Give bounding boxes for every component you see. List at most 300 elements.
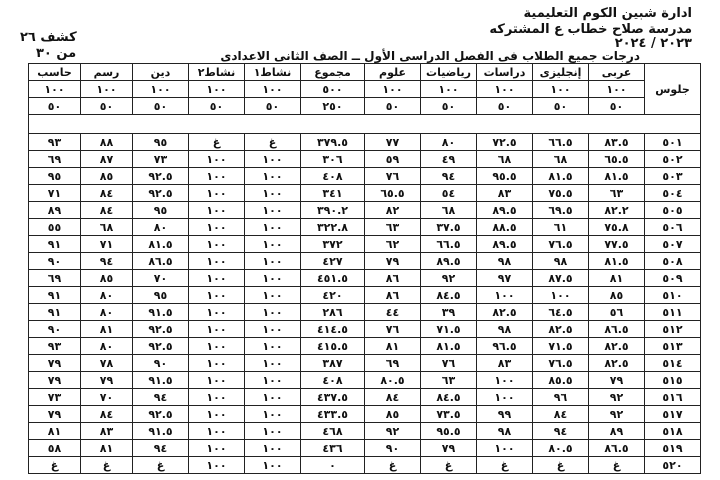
mark-cell: ٥٦ [589,304,645,321]
mark-cell: ٦٨ [421,202,477,219]
mark-cell: ٣٧٩.٥ [301,134,365,151]
mark-cell: ٩٥.٥ [421,423,477,440]
subject-header: حاسب [29,64,81,81]
subject-header: علوم [365,64,421,81]
mark-cell: ٩٤ [81,253,133,270]
mark-cell: غ [589,457,645,474]
spacer-cell [245,115,301,134]
mark-cell: ٨٢.٥ [477,304,533,321]
mark-cell: ٦٤.٥ [533,304,589,321]
min-mark: ٥٠ [533,98,589,115]
mark-cell: ٧٥.٥ [533,185,589,202]
mark-cell: ٩٢.٥ [133,406,189,423]
mark-cell: غ [533,457,589,474]
min-mark: ٥٠ [589,98,645,115]
mark-cell: ٤٣٣.٥ [301,406,365,423]
mark-cell: ١٠٠ [189,202,245,219]
seat-header: جلوس [645,64,701,115]
seat-number: ٥٢٠ [645,457,701,474]
mark-cell: ١٠٠ [533,287,589,304]
mark-cell: ٦٦.٥ [533,134,589,151]
mark-cell: ٩٦.٥ [477,338,533,355]
mark-cell: ٨٣ [81,423,133,440]
sheet-title: درجات جميع الطلاب فى الفصل الدراسى الأول ــ الصف الثانى الاعدادى [220,49,640,63]
mark-cell: ٥٥ [29,219,81,236]
mark-cell: ٩٢ [421,270,477,287]
mark-cell: ١٠٠ [245,406,301,423]
mark-cell: ٩٩ [477,406,533,423]
mark-cell: غ [81,457,133,474]
min-mark: ٥٠ [365,98,421,115]
spacer-cell [189,115,245,134]
mark-cell: ١٠٠ [189,406,245,423]
mark-cell: ١٠٠ [245,355,301,372]
mark-cell: ٨٥.٥ [533,372,589,389]
subject-header: دين [133,64,189,81]
mark-cell: ٨٢.٥ [589,338,645,355]
mark-cell: ٧٣ [133,151,189,168]
seat-number: ٥٠٣ [645,168,701,185]
mark-cell: ١٠٠ [245,253,301,270]
mark-cell: ٦٥.٥ [365,185,421,202]
mark-cell: ٨٢.٥ [589,355,645,372]
mark-cell: ١٠٠ [189,355,245,372]
mark-cell: ٩٢ [365,423,421,440]
mark-cell: ٨٣.٥ [589,134,645,151]
mark-cell: ١٠٠ [245,151,301,168]
seat-number: ٥٠٩ [645,270,701,287]
mark-cell: ٨٨ [81,134,133,151]
seat-number: ٥١٢ [645,321,701,338]
mark-cell: ٨٥ [589,287,645,304]
subject-header: رسم [81,64,133,81]
seat-number: ٥٠٢ [645,151,701,168]
mark-cell: ٩٥.٥ [477,168,533,185]
mark-cell: ٨٠ [421,134,477,151]
sheet-total: من ٣٠ [36,46,77,61]
mark-cell: ٨٥ [81,168,133,185]
mark-cell: ١٠٠ [245,338,301,355]
mark-cell: ٧٧ [365,134,421,151]
mark-cell: ٠ [301,457,365,474]
mark-cell: ١٠٠ [245,423,301,440]
school-name: مدرسة صلاح خطاب ع المشتركه [489,22,692,37]
mark-cell: ٨٠ [81,287,133,304]
mark-cell: ٧١.٥ [533,338,589,355]
mark-cell: ١٠٠ [245,236,301,253]
mark-cell: ١٠٠ [189,457,245,474]
mark-cell: ٨٩ [589,423,645,440]
table-row [29,253,701,270]
table-row [29,389,701,406]
min-mark: ٥٠ [421,98,477,115]
mark-cell: ٩٥ [29,168,81,185]
mark-cell: ٩٢.٥ [133,168,189,185]
mark-cell: ٩٥ [133,134,189,151]
mark-cell: ٩١ [29,304,81,321]
mark-cell: ٨٢.٢ [589,202,645,219]
mark-cell: ٤٣٧.٥ [301,389,365,406]
mark-cell: ٧١.٥ [421,321,477,338]
mark-cell: ٣٢٢.٨ [301,219,365,236]
mark-cell: ٨٩.٥ [421,253,477,270]
max-mark: ٥٠٠ [301,81,365,98]
mark-cell: ١٠٠ [189,253,245,270]
mark-cell: ٣٠٦ [301,151,365,168]
mark-cell: ٤٥١.٥ [301,270,365,287]
table-row [29,168,701,185]
mark-cell: ٨٣ [477,185,533,202]
mark-cell: ٩٨ [477,253,533,270]
mark-cell: ٧٢.٥ [477,134,533,151]
mark-cell: ١٠٠ [245,304,301,321]
mark-cell: ٦٣ [365,219,421,236]
mark-cell: ٣٨٧ [301,355,365,372]
mark-cell: ١٠٠ [189,372,245,389]
mark-cell: ٤٢٧ [301,253,365,270]
mark-cell: ٨٤ [365,389,421,406]
mark-cell: ٨١ [589,270,645,287]
mark-cell: ١٠٠ [245,168,301,185]
mark-cell: ٥٩ [365,151,421,168]
mark-cell: ٣٤١ [301,185,365,202]
mark-cell: ٨١ [81,321,133,338]
mark-cell: ١٠٠ [189,321,245,338]
max-mark: ١٠٠ [189,81,245,98]
table-row [29,185,701,202]
mark-cell: ٨٧.٥ [533,270,589,287]
mark-cell: ٧٩ [81,372,133,389]
mark-cell: ٧١ [29,185,81,202]
spacer-cell [533,115,589,134]
mark-cell: ٩٢.٥ [133,338,189,355]
max-mark: ١٠٠ [421,81,477,98]
mark-cell: ١٠٠ [189,219,245,236]
mark-cell: غ [29,457,81,474]
mark-cell: ٩٠ [133,355,189,372]
mark-cell: ٤٩ [421,151,477,168]
mark-cell: ٨٦.٥ [589,321,645,338]
mark-cell: ١٠٠ [245,389,301,406]
mark-cell: ١٠٠ [189,236,245,253]
table-row [29,321,701,338]
mark-cell: ١٠٠ [245,202,301,219]
table-row [29,457,701,474]
mark-cell: ١٠٠ [477,440,533,457]
spacer-row [29,115,701,134]
spacer-cell [365,115,421,134]
mark-cell: ٩٢.٥ [133,185,189,202]
sheet-number: كشف ٢٦ [20,30,77,45]
max-mark: ١٠٠ [589,81,645,98]
mark-cell: ٧٣ [29,389,81,406]
mark-cell: غ [365,457,421,474]
min-mark: ٥٠ [245,98,301,115]
mark-cell: ٩٨ [477,321,533,338]
mark-cell: ١٠٠ [477,287,533,304]
mark-cell: ٩٤ [533,423,589,440]
mark-cell: ١٠٠ [189,270,245,287]
mark-cell: ٩٠ [365,440,421,457]
mark-cell: غ [133,457,189,474]
max-mark: ١٠٠ [245,81,301,98]
seat-number: ٥١٦ [645,389,701,406]
table-row [29,134,701,151]
directorate-name: ادارة شبين الكوم التعليمية [523,6,692,21]
mark-cell: ٩٢ [589,389,645,406]
table-row [29,355,701,372]
seat-number: ٥١٩ [645,440,701,457]
min-mark: ٥٠ [133,98,189,115]
seat-number: ٥٠٦ [645,219,701,236]
seat-number: ٥١٧ [645,406,701,423]
table-row [29,304,701,321]
mark-cell: ٨٥ [81,270,133,287]
seat-number: ٥٠١ [645,134,701,151]
mark-cell: ٤٠٨ [301,372,365,389]
mark-cell: ٥٨ [29,440,81,457]
mark-cell: ٤٢٠ [301,287,365,304]
max-marks-row [29,81,701,98]
seat-number: ٥٠٤ [645,185,701,202]
mark-cell: ٩٨ [533,253,589,270]
mark-cell: ٩٣ [29,134,81,151]
mark-cell: ٩٨ [477,423,533,440]
mark-cell: ٧٩ [29,355,81,372]
max-mark: ١٠٠ [133,81,189,98]
mark-cell: ٩٠ [29,321,81,338]
table-row [29,440,701,457]
mark-cell: ١٠٠ [477,389,533,406]
mark-cell: ٨٩ [29,202,81,219]
mark-cell: ٧٠ [81,389,133,406]
table-row [29,423,701,440]
mark-cell: ٤٣٦ [301,440,365,457]
mark-cell: ٣٧٢ [301,236,365,253]
table-row [29,202,701,219]
mark-cell: ٩٦ [533,389,589,406]
max-mark: ١٠٠ [29,81,81,98]
table-row [29,338,701,355]
subject-header: إنجليزى [533,64,589,81]
seat-number: ٥١٤ [645,355,701,372]
mark-cell: ٨٤ [533,406,589,423]
mark-cell: ٧٦ [365,321,421,338]
mark-cell: ١٠٠ [245,270,301,287]
mark-cell: غ [189,134,245,151]
mark-cell: ٤٦٨ [301,423,365,440]
mark-cell: ٨١ [29,423,81,440]
grades-table [28,63,701,474]
mark-cell: ٦٦.٥ [421,236,477,253]
spacer-cell [133,115,189,134]
mark-cell: ٤٠٨ [301,168,365,185]
seat-number: ٥١٥ [645,372,701,389]
mark-cell: ٨١ [365,338,421,355]
mark-cell: ٨٦ [365,270,421,287]
mark-cell: ١٠٠ [245,185,301,202]
mark-cell: ٩٥ [133,202,189,219]
mark-cell: ٨١.٥ [133,236,189,253]
min-mark: ٥٠ [81,98,133,115]
subject-header: دراسات [477,64,533,81]
spacer-cell [421,115,477,134]
mark-cell: ٦٩ [29,151,81,168]
academic-year: ٢٠٢٣ / ٢٠٢٤ [614,36,692,51]
mark-cell: ٨٩.٥ [477,202,533,219]
subject-header: نشاط٢ [189,64,245,81]
mark-cell: ١٠٠ [245,440,301,457]
mark-cell: ٧٩ [29,406,81,423]
subject-header: مجموع [301,64,365,81]
mark-cell: ٧٦.٥ [533,355,589,372]
mark-cell: ٩٥ [133,287,189,304]
mark-cell: ٦٩.٥ [533,202,589,219]
mark-cell: ٨٢ [365,202,421,219]
seat-number: ٥٠٧ [645,236,701,253]
mark-cell: ٨١ [81,440,133,457]
table-row [29,406,701,423]
mark-cell: ٧٩ [421,440,477,457]
mark-cell: غ [477,457,533,474]
mark-cell: ١٠٠ [189,168,245,185]
mark-cell: ٨٠ [133,219,189,236]
mark-cell: غ [421,457,477,474]
mark-cell: ٨٤.٥ [421,389,477,406]
mark-cell: ٦٥.٥ [589,151,645,168]
max-mark: ١٠٠ [81,81,133,98]
mark-cell: ٨١.٥ [589,168,645,185]
mark-cell: ٨٦ [365,287,421,304]
table-row [29,236,701,253]
mark-cell: ٦٩ [365,355,421,372]
mark-cell: ٦٣ [421,372,477,389]
spacer-cell [477,115,533,134]
mark-cell: ٧٦ [421,355,477,372]
mark-cell: ١٠٠ [189,389,245,406]
mark-cell: ١٠٠ [245,219,301,236]
mark-cell: ٣٩ [421,304,477,321]
mark-cell: ٩٧ [477,270,533,287]
seat-number: ٥١٠ [645,287,701,304]
mark-cell: ١٠٠ [189,304,245,321]
spacer-cell [29,115,81,134]
mark-cell: ١٠٠ [245,287,301,304]
mark-cell: ٨٢.٥ [533,321,589,338]
max-mark: ١٠٠ [477,81,533,98]
mark-cell: ٣٧.٥ [421,219,477,236]
mark-cell: ٨٠ [81,304,133,321]
table-row [29,270,701,287]
mark-cell: ٨١.٥ [533,168,589,185]
mark-cell: ٦٩ [29,270,81,287]
mark-cell: ١٠٠ [245,457,301,474]
subject-header: عربى [589,64,645,81]
mark-cell: ٦٨ [533,151,589,168]
mark-cell: ١٠٠ [189,185,245,202]
mark-cell: ٧١ [81,236,133,253]
subject-header-row [29,64,701,81]
max-mark: ١٠٠ [533,81,589,98]
table-row [29,219,701,236]
mark-cell: ٧٦ [365,168,421,185]
mark-cell: ٩٢.٥ [133,321,189,338]
mark-cell: ٨٠ [81,338,133,355]
mark-cell: ٧٧.٥ [589,236,645,253]
mark-cell: ٤١٥.٥ [301,338,365,355]
mark-cell: ٧٨ [81,355,133,372]
mark-cell: ٧٠ [133,270,189,287]
mark-cell: ٨٤ [81,185,133,202]
mark-cell: ٧٦.٥ [533,236,589,253]
mark-cell: ٨٩.٥ [477,236,533,253]
spacer-cell [645,115,701,134]
table-row [29,151,701,168]
mark-cell: ٧٩ [589,372,645,389]
mark-cell: ٢٨٦ [301,304,365,321]
min-mark: ٥٠ [477,98,533,115]
mark-cell: غ [245,134,301,151]
mark-cell: ٦٨ [81,219,133,236]
mark-cell: ٩٢ [589,406,645,423]
mark-cell: ٩١.٥ [133,372,189,389]
mark-cell: ١٠٠ [189,151,245,168]
mark-cell: ٨٤ [81,202,133,219]
table-row [29,372,701,389]
mark-cell: ٦١ [533,219,589,236]
mark-cell: ٧٩ [365,253,421,270]
mark-cell: ١٠٠ [477,372,533,389]
subject-header: نشاط١ [245,64,301,81]
mark-cell: ٤١٤.٥ [301,321,365,338]
mark-cell: ٨١.٥ [421,338,477,355]
mark-cell: ٨٥ [365,406,421,423]
seat-number: ٥١٣ [645,338,701,355]
min-mark: ٥٠ [29,98,81,115]
mark-cell: ٨٠.٥ [365,372,421,389]
seat-number: ٥٠٨ [645,253,701,270]
mark-cell: ٨٨.٥ [477,219,533,236]
mark-cell: ٧٩ [29,372,81,389]
mark-cell: ١٠٠ [189,287,245,304]
mark-cell: ٩٣ [29,338,81,355]
mark-cell: ٩١.٥ [133,423,189,440]
mark-cell: ٨٤.٥ [421,287,477,304]
mark-cell: ٧٥.٨ [589,219,645,236]
spacer-cell [301,115,365,134]
mark-cell: ١٠٠ [189,440,245,457]
mark-cell: ٣٩٠.٢ [301,202,365,219]
mark-cell: ٩٤ [133,389,189,406]
min-mark: ٥٠ [189,98,245,115]
mark-cell: ٩٤ [133,440,189,457]
spacer-cell [81,115,133,134]
mark-cell: ٨٧ [81,151,133,168]
max-mark: ١٠٠ [365,81,421,98]
subject-header: رياضيات [421,64,477,81]
min-marks-row [29,98,701,115]
mark-cell: ١٠٠ [245,321,301,338]
mark-cell: ٨٠.٥ [533,440,589,457]
table-row [29,287,701,304]
seat-number: ٥١١ [645,304,701,321]
seat-number: ٥٠٥ [645,202,701,219]
seat-number: ٥١٨ [645,423,701,440]
spacer-cell [589,115,645,134]
mark-cell: ٧٣.٥ [421,406,477,423]
mark-cell: ٦٢ [365,236,421,253]
mark-cell: ٩١.٥ [133,304,189,321]
